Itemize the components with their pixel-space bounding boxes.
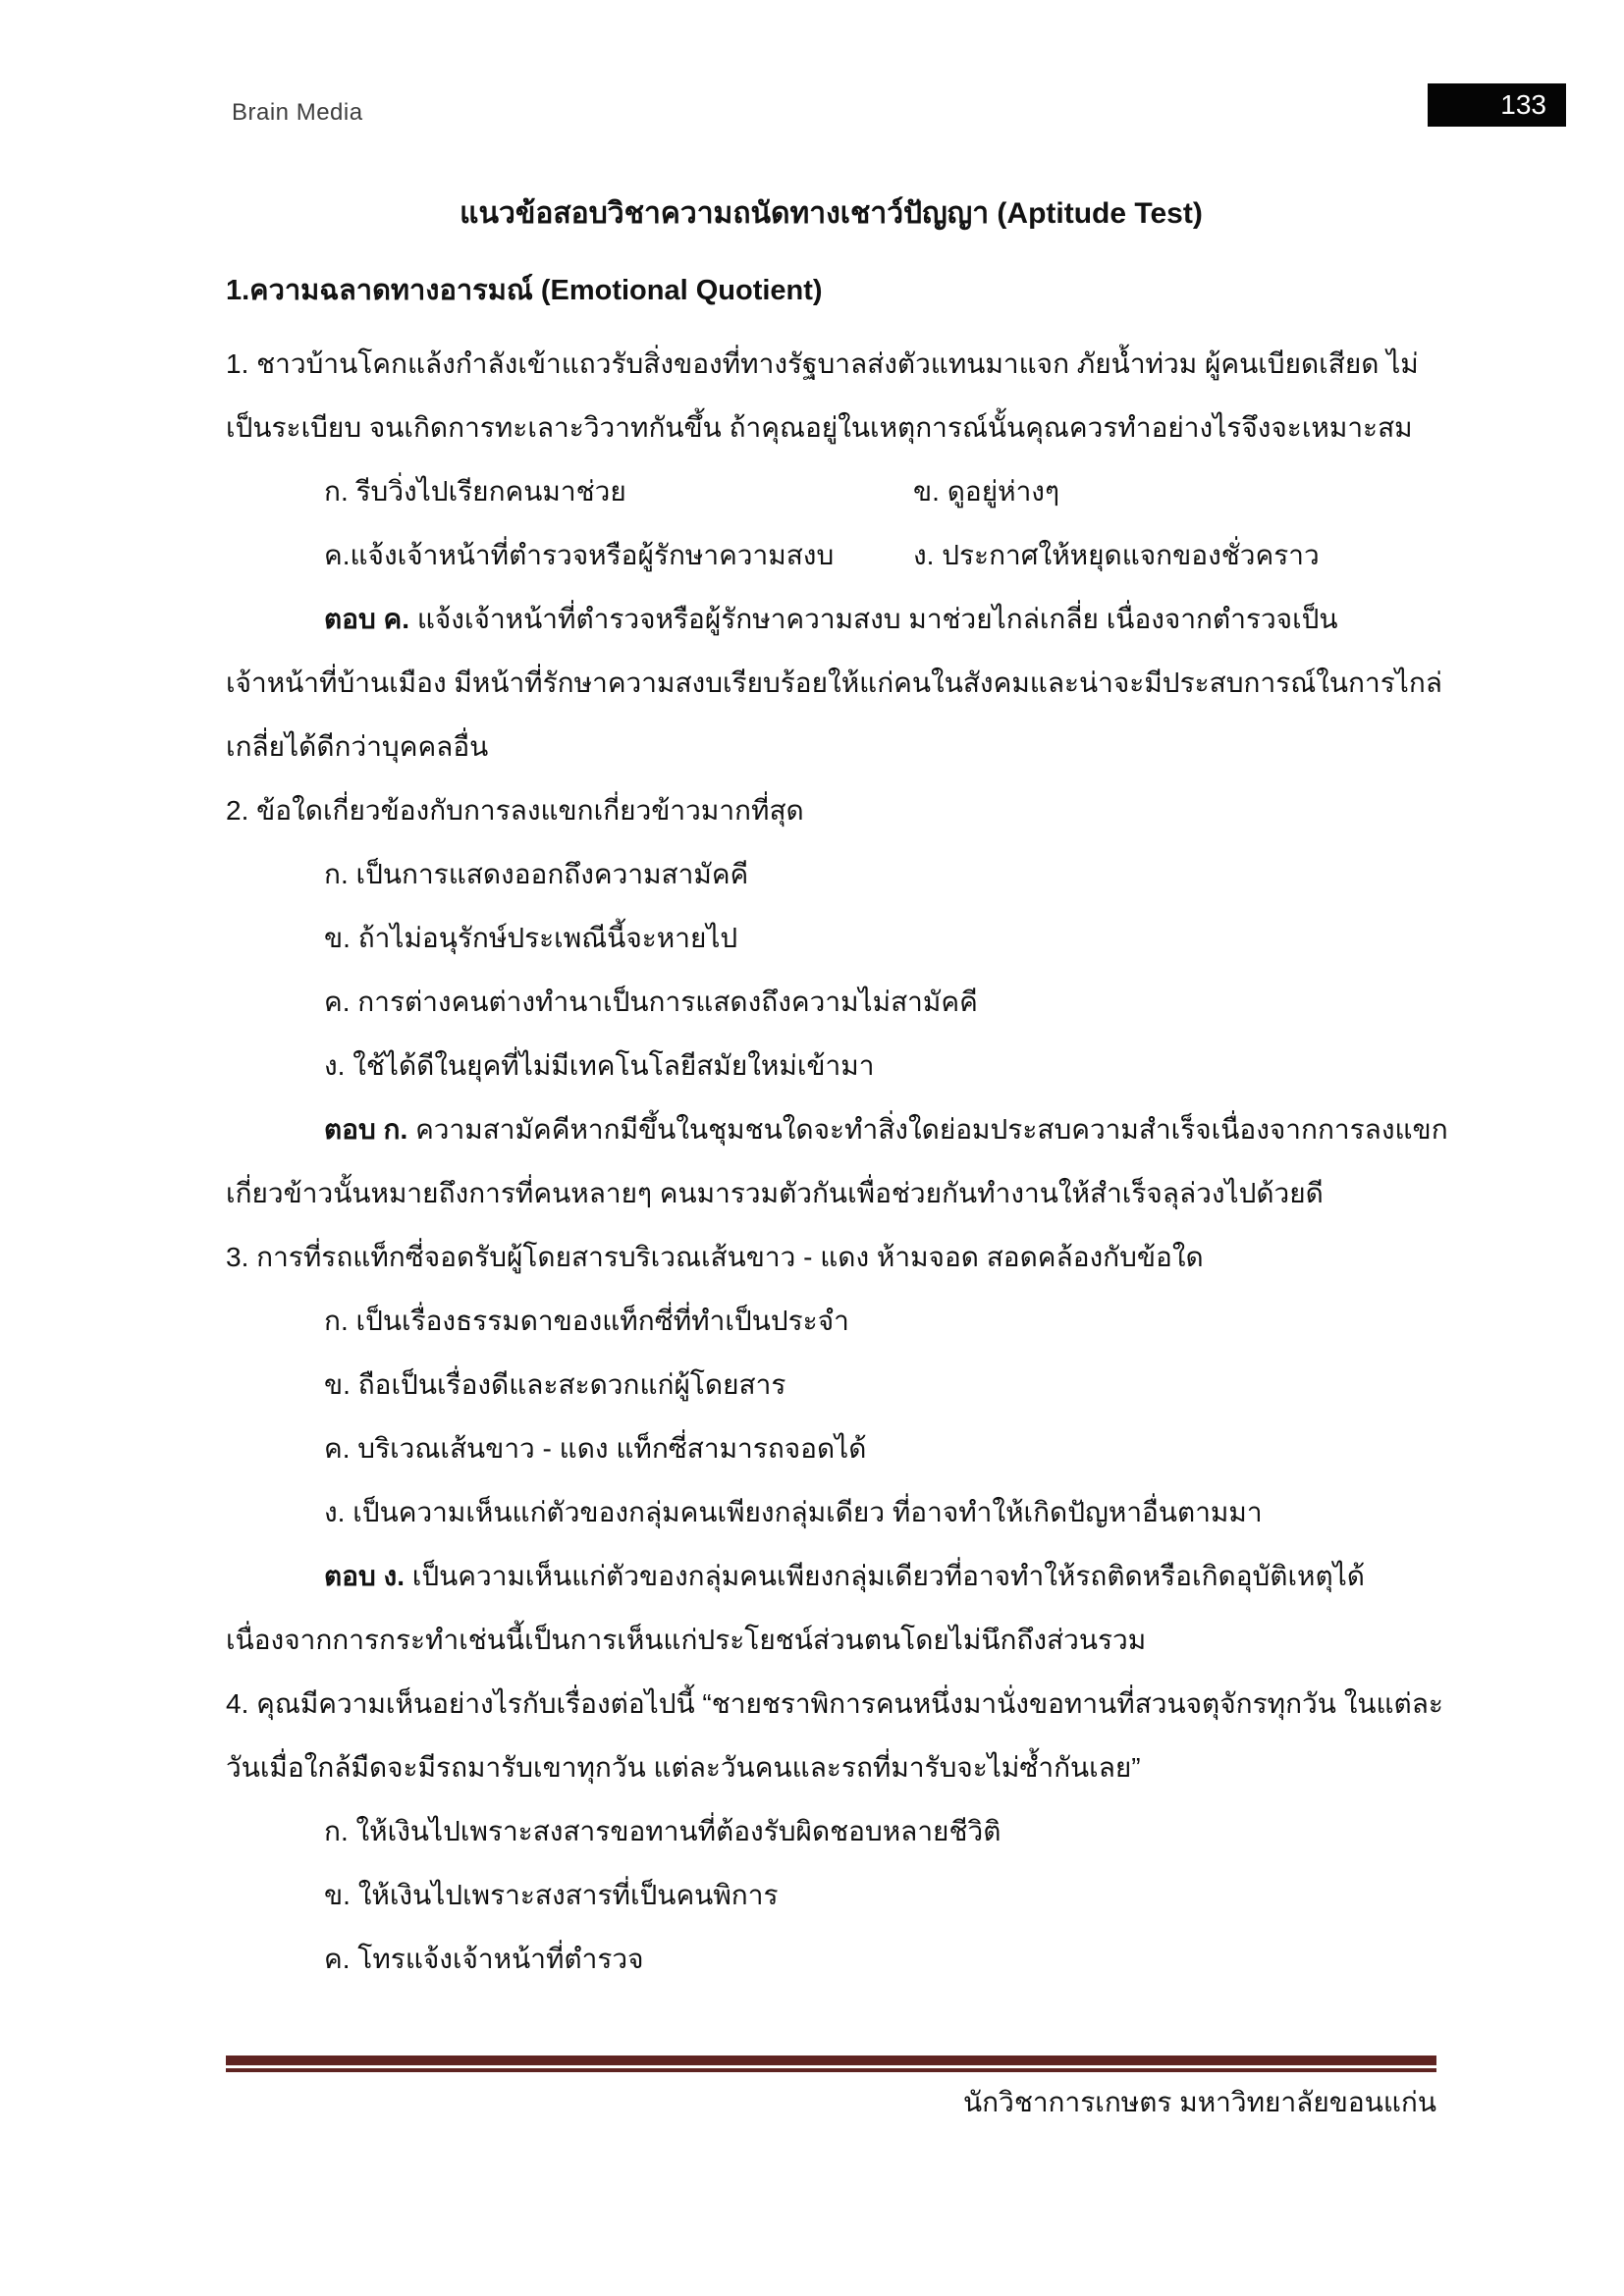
choice-row — [226, 970, 1436, 1034]
answer-label: ตอบ ก. — [324, 1114, 408, 1145]
choice-row — [226, 1863, 1436, 1927]
answer-text: เป็นความเห็นแก่ตัวของกลุ่มคนเพียงกลุ่มเดียวที่อาจทำให้รถติดหรือเกิดอุบัติเหตุได้ — [411, 1561, 1365, 1591]
section-heading: 1.ความฉลาดทางอารมณ์ (Emotional Quotient) — [226, 275, 823, 306]
choice-option: ก. รีบวิ่งไปเรียกคนมาช่วย — [324, 476, 626, 507]
answer-text: แจ้งเจ้าหน้าที่ตำรวจหรือผู้รักษาความสงบ มาช่วยไกล่เกลี่ย เนื่องจากตำรวจเป็น — [416, 604, 1338, 634]
page-number: 133 — [1500, 89, 1546, 120]
choice-row — [226, 1353, 1436, 1416]
choice-row — [226, 1927, 1436, 1991]
brand-label: Brain Media — [232, 99, 363, 126]
choice-option: ง. เป็นความเห็นแก่ตัวของกลุ่มคนเพียงกลุ่มเดียว ที่อาจทำให้เกิดปัญหาอื่นตามมา — [324, 1497, 1263, 1527]
answer-line — [226, 587, 1436, 651]
choice-option: ข. ถือเป็นเรื่องดีและสะดวกแก่ผู้โดยสาร — [324, 1369, 786, 1400]
answer-continuation-line: เนื่องจากการกระทำเช่นนี้เป็นการเห็นแก่ประโยชน์ส่วนตนโดยไม่นึกถึงส่วนรวม — [226, 1625, 1147, 1655]
choice-option: ค. โทรแจ้งเจ้าหน้าที่ตำรวจ — [324, 1944, 644, 1974]
choice-option: ค.แจ้งเจ้าหน้าที่ตำรวจหรือผู้รักษาความสงบ — [324, 540, 835, 570]
choice-row — [226, 1416, 1436, 1480]
question-stem-line: 4. คุณมีความเห็นอย่างไรกับเรื่องต่อไปนี้ “ชายชราพิการคนหนึ่งมานั่งขอทานที่สวนจตุจักรทุกวัน ในแต่ละ — [226, 1688, 1443, 1719]
footer-credit: นักวิชาการเกษตร มหาวิทยาลัยขอนแก่น — [963, 2087, 1436, 2117]
choice-row — [226, 1799, 1436, 1863]
answer-continuation-line: เกี่ยวข้าวนั้นหมายถึงการที่คนหลายๆ คนมารวมตัวกันเพื่อช่วยกันทำงานให้สำเร็จลุล่วงไปด้วยดี — [226, 1178, 1324, 1208]
answer-continuation-line: เกลี่ยได้ดีกว่าบุคคลอื่น — [226, 731, 489, 762]
question-stem-line: 2. ข้อใดเกี่ยวข้องกับการลงแขกเกี่ยวข้าวมากที่สุด — [226, 795, 804, 826]
choice-option: ข. ถ้าไม่อนุรักษ์ประเพณีนี้จะหายไป — [324, 923, 738, 953]
choice-option: ง. ประกาศให้หยุดแจกของชั่วคราว — [913, 540, 1320, 570]
choice-option: ก. เป็นเรื่องธรรมดาของแท็กซี่ที่ทำเป็นประจำ — [324, 1306, 849, 1336]
choice-option: ข. ดูอยู่ห่างๆ — [913, 476, 1059, 507]
choice-option: ค. การต่างคนต่างทำนาเป็นการแสดงถึงความไม่สามัคคี — [324, 987, 978, 1017]
choice-row — [226, 1034, 1436, 1097]
question-list — [226, 332, 1448, 1991]
question-stem-line: 1. ชาวบ้านโคกแล้งกำลังเข้าแถวรับสิ่งของที่ทางรัฐบาลส่งตัวแทนมาแจก ภัยน้ำท่วม ผู้คนเบียดเสียด ไม่ — [226, 348, 1419, 379]
answer-label: ตอบ ง. — [324, 1561, 406, 1591]
question-stem-line: เป็นระเบียบ จนเกิดการทะเลาะวิวาทกันขึ้น ถ้าคุณอยู่ในเหตุการณ์นั้นคุณควรทำอย่างไรจึงจะเหมาะสม — [226, 412, 1413, 443]
choice-row — [226, 1480, 1436, 1544]
answer-label: ตอบ ค. — [324, 604, 410, 634]
question-stem-line: 3. การที่รถแท็กซี่จอดรับผู้โดยสารบริเวณเส้นขาว - แดง ห้ามจอด สอดคล้องกับข้อใด — [226, 1242, 1204, 1272]
footer-rule-thick — [226, 2056, 1436, 2065]
choice-option: ง. ใช้ได้ดีในยุคที่ไม่มีเทคโนโลยีสมัยใหม่เข้ามา — [324, 1050, 875, 1081]
footer-rule — [226, 2056, 1436, 2072]
choice-option: ค. บริเวณเส้นขาว - แดง แท็กซี่สามารถจอดได้ — [324, 1433, 867, 1464]
answer-line — [226, 1544, 1436, 1608]
choice-option: ก. ให้เงินไปเพราะสงสารขอทานที่ต้องรับผิดชอบหลายชีวิติ — [324, 1816, 1001, 1846]
answer-line — [226, 1097, 1448, 1161]
choice-option: ก. เป็นการแสดงออกถึงความสามัคคี — [324, 859, 749, 889]
question-stem-line: วันเมื่อใกล้มืดจะมีรถมารับเขาทุกวัน แต่ละวันคนและรถที่มารับจะไม่ซ้ำกันเลย” — [226, 1752, 1141, 1783]
choice-row — [226, 842, 1436, 906]
choice-row — [226, 906, 1436, 970]
answer-text: ความสามัคคีหากมีขึ้นในชุมชนใดจะทำสิ่งใดย่อมประสบความสำเร็จเนื่องจากการลงแขก — [415, 1114, 1448, 1145]
choice-row — [226, 459, 1436, 523]
page-number-badge — [1428, 83, 1566, 127]
choice-option: ข. ให้เงินไปเพราะสงสารที่เป็นคนพิการ — [324, 1880, 779, 1910]
document-title: แนวข้อสอบวิชาความถนัดทางเชาว์ปัญญา (Aptitude Test) — [460, 197, 1203, 230]
choice-row — [226, 523, 1436, 587]
choice-row — [226, 1289, 1436, 1353]
answer-continuation-line: เจ้าหน้าที่บ้านเมือง มีหน้าที่รักษาความสงบเรียบร้อยให้แก่คนในสังคมและน่าจะมีประสบการณ์ในการไกล่ — [226, 667, 1442, 698]
footer-rule-thin — [226, 2068, 1436, 2072]
